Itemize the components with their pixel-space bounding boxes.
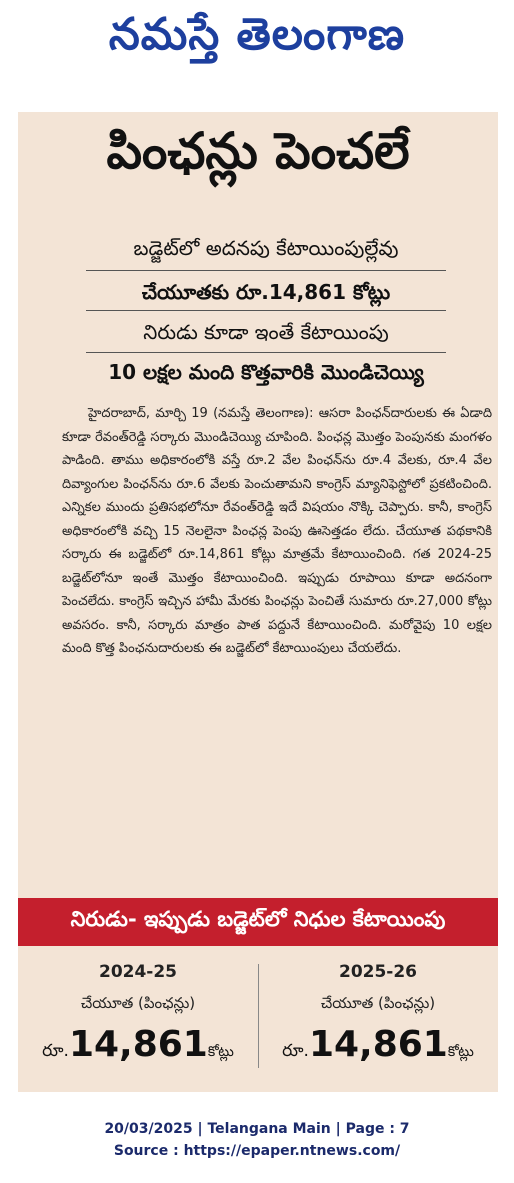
deck-divider bbox=[86, 270, 446, 271]
article-body: హైదరాబాద్, మార్చి 19 (నమస్తే తెలంగాణ): ఆసరా పింఛన్‌దారులకు ఈ ఏడాది కూడా రేవంత్‌రెడ్డి సర్కారు మొండిచెయ్యి చూపింది. పింఛన్ల మొత్తం పెంపునకు మంగళం పాడింది. తాము అధికారంలోకి వస్తే రూ.2 వేల పింఛన్‌ను రూ.4 వేలకు, రూ.4 వేల దివ్యాంగుల పింఛన్‌ను రూ.6 వేలకు పెంచుతామని కాంగ్రెస్ మ్యానిఫెస్టోలో ప్రకటించింది. ఎన్నికల ముందు ప్రతిసభలోనూ రేవంత్‌రెడ్డి ఇదే విషయం నొక్కి చెప్పారు. కానీ, కాంగ్రెస్ అధికారంలోకి వచ్చి 15 నెలలైనా పింఛన్ల పెంపు ఊసెత్తడం లేదు. చేయూత పథకానికి సర్కారు ఈ బడ్జెట్‌లో రూ.14,861 కోట్లు మాత్రమే కేటాయించింది. గత 2024-25 బడ్జెట్‌లోనూ ఇంతే మొత్తం కేటాయించింది. ఇప్పుడు రూపాయి కూడా అదనంగా పెంచలేదు. కాంగ్రెస్ ఇచ్చిన హామీ మేరకు పింఛన్లు పెంచితే సుమారు రూ.27,000 కోట్లు అవసరం. కానీ, సర్కారు మాత్రం పాత పద్దునే కేటాయించింది. మరోవైపు 10 లక్షల మంది కొత్త పింఛనుదారులకు ఈ బడ్జెట్‌లో కేటాయింపులు చేయలేదు. bbox=[62, 406, 492, 656]
deck-line-4: 10 లక్షల మంది కొత్తవారికి మొండిచెయ్యి bbox=[108, 360, 424, 384]
masthead-title: నమస్తే తెలంగాణ bbox=[108, 9, 406, 60]
article bbox=[18, 112, 498, 1092]
allocation-column-previous bbox=[24, 958, 252, 1078]
headline: పింఛన్లు పెంచలే bbox=[106, 122, 410, 180]
footer-date-edition: 20/03/2025 | Telangana Main | Page : 7 bbox=[104, 1121, 410, 1137]
deck-line-1: బడ్జెట్‌లో అదనపు కేటాయింపుల్లేవు bbox=[133, 236, 399, 260]
allocation-box-header bbox=[18, 898, 498, 946]
deck-line-3: నిరుడు కూడా ఇంతే కేటాయింపు bbox=[143, 320, 389, 344]
footer-source: Source : https://epaper.ntnews.com/ bbox=[113, 1143, 401, 1159]
scheme-name: చేయూత (పింఛన్లు) bbox=[320, 994, 436, 1012]
deck-divider bbox=[86, 310, 446, 311]
allocation-column-current bbox=[264, 958, 492, 1078]
column-divider bbox=[258, 964, 259, 1068]
amount-unit: కోట్లు bbox=[447, 1044, 474, 1060]
allocation-box-title: నిరుడు- ఇప్పుడు బడ్జెట్‌లో నిధుల కేటాయింపు bbox=[70, 907, 446, 931]
masthead bbox=[0, 0, 514, 80]
amount-row bbox=[24, 1024, 252, 1065]
footer bbox=[0, 1118, 514, 1162]
deck-divider bbox=[86, 352, 446, 353]
fiscal-year: 2024-25 bbox=[98, 962, 178, 982]
deck-line-2: చేయూతకు రూ.14,861 కోట్లు bbox=[141, 280, 391, 304]
amount-unit: కోట్లు bbox=[207, 1044, 234, 1060]
amount-value: 14,861 bbox=[68, 1024, 208, 1065]
currency-prefix: రూ. bbox=[282, 1041, 309, 1061]
fiscal-year: 2025-26 bbox=[338, 962, 418, 982]
amount-value: 14,861 bbox=[308, 1024, 448, 1065]
currency-prefix: రూ. bbox=[42, 1041, 69, 1061]
scheme-name: చేయూత (పింఛన్లు) bbox=[80, 994, 196, 1012]
amount-row bbox=[264, 1024, 492, 1065]
